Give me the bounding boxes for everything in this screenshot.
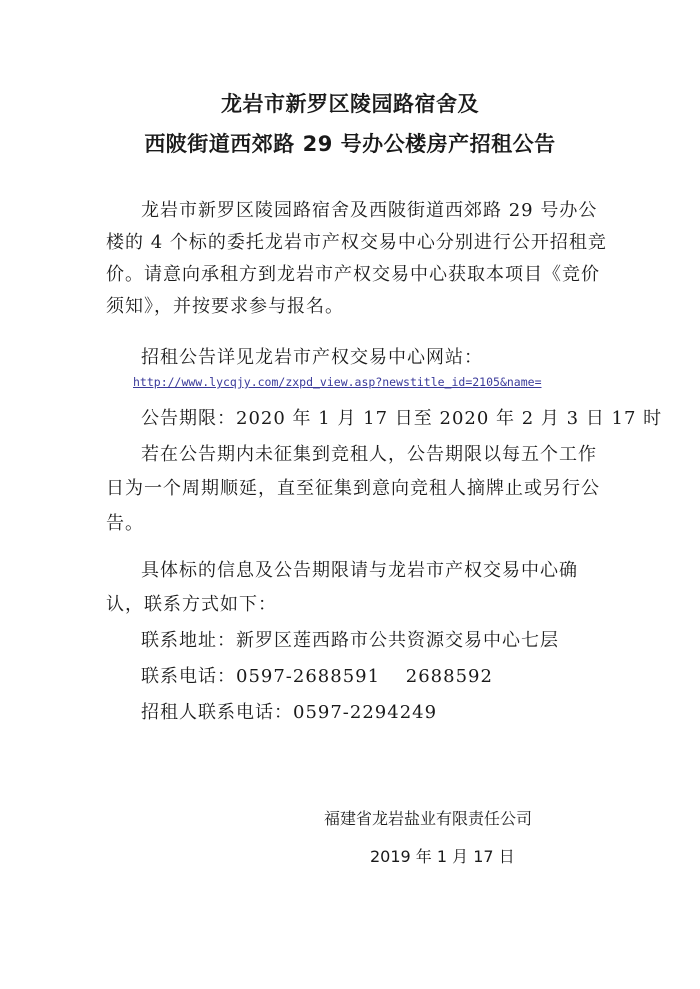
paragraph-5-line-1: 具体标的信息及公告期限请与龙岩市产权交易中心确 <box>141 560 578 581</box>
paragraph-1-line-4: 须知》，并按要求参与报名。 <box>106 296 344 317</box>
announcement-period: 公告期限：2020 年 1 月 17 日至 2020 年 2 月 3 日 17 时 <box>141 408 663 429</box>
paragraph-4-line-2: 日为一个周期顺延，直至征集到意向竞租人摘牌止或另行公 <box>106 478 600 499</box>
announcement-title-line2: 西陂街道西郊路 29 号办公楼房产招租公告 <box>144 132 556 156</box>
announcement-title-line1: 龙岩市新罗区陵园路宿舍及 <box>221 92 479 116</box>
paragraph-5-line-2: 认，联系方式如下： <box>106 594 277 615</box>
paragraph-1-line-3: 价。请意向承租方到龙岩市产权交易中心获取本项目《竞价 <box>106 264 600 285</box>
paragraph-1-line-1: 龙岩市新罗区陵园路宿舍及西陂街道西郊路 29 号办公 <box>141 200 598 221</box>
contact-address: 联系地址：新罗区莲西路市公共资源交易中心七层 <box>141 630 559 651</box>
website-link[interactable]: http://www.lycqjy.com/zxpd_view.asp?newstitle_id=2105&name= <box>133 375 542 389</box>
signature-date: 2019 年 1 月 17 日 <box>370 847 515 866</box>
signature-company: 福建省龙岩盐业有限责任公司 <box>324 809 533 828</box>
paragraph-1-line-2: 楼的 4 个标的委托龙岩市产权交易中心分别进行公开招租竞 <box>106 232 607 253</box>
website-intro: 招租公告详见龙岩市产权交易中心网站： <box>141 347 483 368</box>
lessor-contact-phone: 招租人联系电话：0597-2294249 <box>141 702 438 723</box>
contact-phone: 联系电话：0597-2688591 2688592 <box>141 666 493 687</box>
paragraph-4-line-1: 若在公告期内未征集到竞租人，公告期限以每五个工作 <box>141 444 597 465</box>
paragraph-4-line-3: 告。 <box>106 513 144 534</box>
